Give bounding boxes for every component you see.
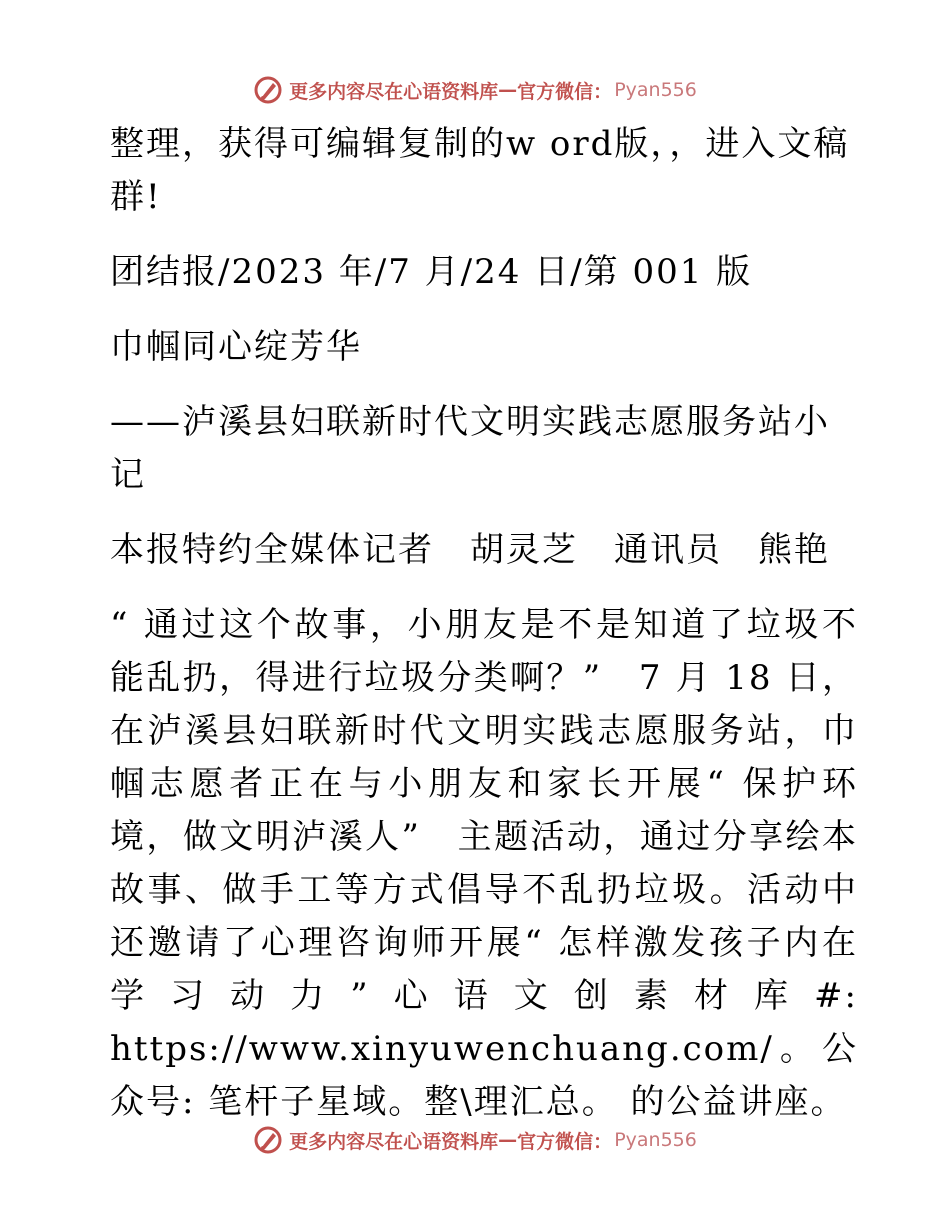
intro-text: 整理，获得可编辑复制的w ord版，，进入文稿群! bbox=[110, 124, 850, 217]
watermark-separator: — bbox=[498, 1129, 518, 1151]
watermark-banner-bottom bbox=[0, 1120, 950, 1160]
byline: 本报特约全媒体记者 胡灵芝 通讯员 熊艳 bbox=[110, 530, 830, 570]
watermark-wechat-id: Pyan556 bbox=[614, 79, 697, 101]
watermark-wechat-id: Pyan556 bbox=[614, 1129, 697, 1151]
watermark-separator: — bbox=[498, 79, 518, 101]
watermark-text: 更多内容尽在心语资料库 bbox=[289, 1130, 499, 1153]
watermark-text: 更多内容尽在心语资料库 bbox=[289, 80, 499, 103]
watermark-label: 官方微信： bbox=[517, 80, 613, 103]
watermark-label: 官方微信： bbox=[517, 1130, 613, 1153]
document-body bbox=[98, 118, 858, 1129]
body-paragraph: “ 通过这个故事，小朋友是不是知道了垃圾不能乱扔，得进行垃圾分类啊？” 7 月 18 日，在泸溪县妇联新时代文明实践志愿服务站，巾帼志愿者正在与小朋友和家长开展“ 保护环境，做文明泸溪人” 主题活动，通过分享绘本故事、做手工等方式倡导不乱扔垃圾。活动中还邀请了心理咨询师开展“ 怎样激发孩子内在学习动力”心语文创素材库#: https://www.xinyuwenchuang.com/。公众号: 笔杆子星域。整\理汇总。 的公益讲座。 bbox=[110, 605, 858, 1122]
pen-logo-icon bbox=[253, 1125, 283, 1155]
source-line: 团结报/2023 年/7 月/24 日/第 001 版 bbox=[110, 252, 753, 292]
watermark-banner-top bbox=[0, 70, 950, 110]
pen-logo-icon bbox=[253, 75, 283, 105]
headline: 巾帼同心绽芳华 bbox=[110, 327, 362, 367]
subheadline: ——泸溪县妇联新时代文明实践志愿服务站小记 bbox=[110, 402, 830, 495]
